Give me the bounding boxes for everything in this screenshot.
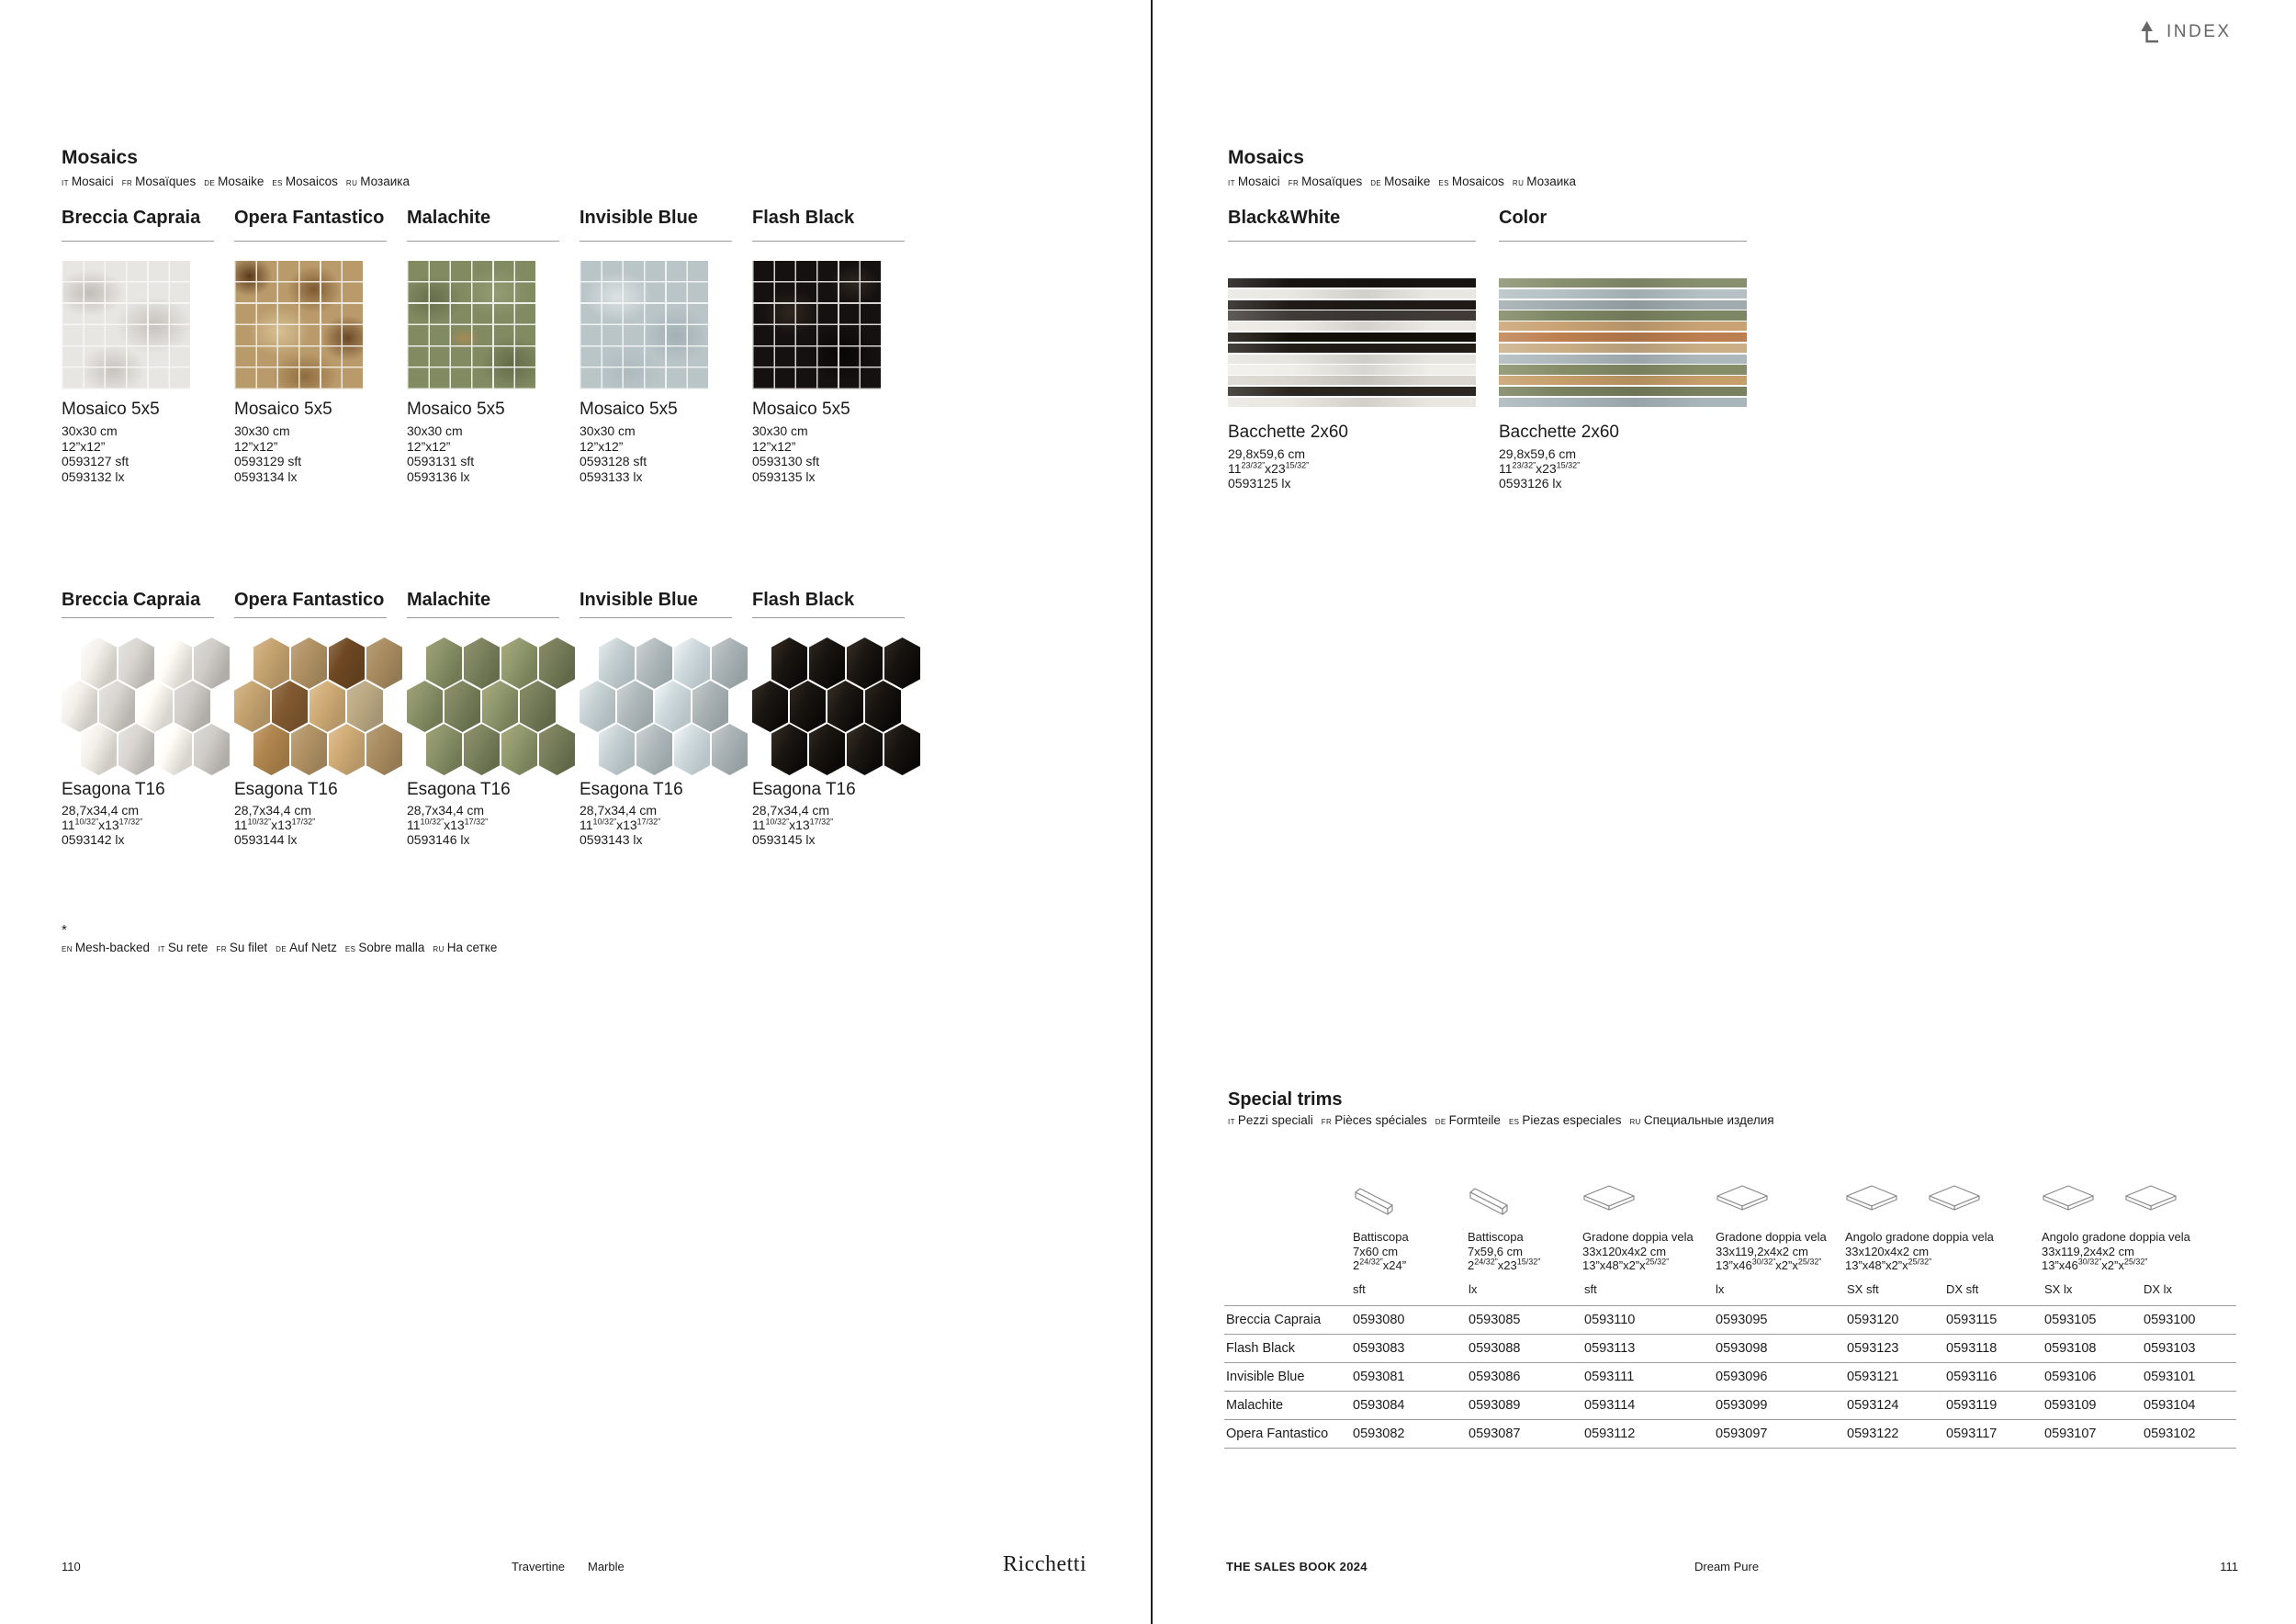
trim-article-code: 0593112 bbox=[1584, 1427, 1636, 1441]
special-trims-table bbox=[1224, 1305, 2236, 1449]
size-cm: 30x30 cm bbox=[62, 423, 118, 438]
product-code: 0593125 lx bbox=[1228, 476, 1291, 491]
footnote-asterisk: * bbox=[62, 922, 67, 938]
size-cm: 30x30 cm bbox=[752, 423, 808, 438]
colorway-underline bbox=[407, 241, 559, 242]
trim-article-code: 0593114 bbox=[1584, 1398, 1636, 1413]
language-code: IT bbox=[62, 179, 69, 187]
trim-article-code: 0593099 bbox=[1716, 1398, 1768, 1413]
mosaic-hex-image-invisible-blue bbox=[580, 637, 748, 775]
colorway-underline bbox=[1499, 241, 1747, 242]
product-info bbox=[62, 423, 234, 484]
colorway-title: Breccia Capraia bbox=[62, 208, 201, 228]
language-word: Formteile bbox=[1448, 1113, 1501, 1127]
trim-article-code: 0593102 bbox=[2144, 1427, 2196, 1441]
size-inch: $11^{10/32”}x13^{17/32”}$ bbox=[62, 817, 143, 832]
language-code: RU bbox=[1629, 1118, 1641, 1126]
colorway-underline bbox=[407, 617, 559, 618]
trim-row-colorway: Breccia Capraia bbox=[1226, 1313, 1322, 1327]
colorway-title: Invisible Blue bbox=[580, 590, 698, 610]
mosaic-hex-image-flash-black bbox=[752, 637, 921, 775]
trim-table-row bbox=[1224, 1306, 2236, 1335]
product-column bbox=[62, 589, 234, 847]
trim-unit-label: DX lx bbox=[2144, 1282, 2173, 1296]
angolo-gradone-sx-icon bbox=[2042, 1184, 2095, 1215]
page-divider bbox=[1151, 0, 1153, 1624]
product-column bbox=[752, 207, 925, 484]
language-code: IT bbox=[1228, 1118, 1235, 1126]
trim-name: Battiscopa bbox=[1353, 1230, 1409, 1244]
trim-size-inch: $13”x46^{30/32”}x2”x^{25/32”}$ bbox=[1716, 1257, 1822, 1272]
language-code: DE bbox=[1435, 1118, 1446, 1126]
mosaic-5x5-image-breccia-capraia bbox=[62, 261, 190, 389]
trim-unit-label: DX sft bbox=[1946, 1282, 1979, 1296]
product-info bbox=[1499, 446, 1756, 491]
trim-article-code: 0593084 bbox=[1353, 1398, 1405, 1413]
size-inch: $11^{10/32”}x13^{17/32”}$ bbox=[234, 817, 316, 832]
product-column bbox=[407, 589, 580, 847]
product-code: 0593131 sft bbox=[407, 454, 475, 468]
trim-article-code: 0593108 bbox=[2044, 1341, 2097, 1356]
colorway-underline bbox=[752, 617, 905, 618]
product-info bbox=[1228, 446, 1485, 491]
trim-size-inch: $2^{24/32”}x24$” bbox=[1353, 1257, 1407, 1272]
product-code: 0593128 sft bbox=[580, 454, 647, 468]
product-name: Esagona T16 bbox=[580, 780, 683, 799]
trim-article-code: 0593115 bbox=[1946, 1313, 1998, 1327]
trim-article-code: 0593105 bbox=[2044, 1313, 2097, 1327]
product-name: Esagona T16 bbox=[407, 780, 511, 799]
colorway-title: Malachite bbox=[407, 208, 491, 228]
product-column bbox=[752, 589, 925, 847]
product-code: 0593146 lx bbox=[407, 832, 470, 847]
product-name: Mosaico 5x5 bbox=[234, 400, 332, 419]
size-cm: 30x30 cm bbox=[407, 423, 463, 438]
product-column bbox=[62, 207, 234, 484]
language-word: На сетке bbox=[446, 941, 498, 954]
trim-article-code: 0593119 bbox=[1946, 1398, 1998, 1413]
series-name: Dream Pure bbox=[1694, 1560, 1760, 1573]
trim-unit-label: SX sft bbox=[1847, 1282, 1879, 1296]
product-info bbox=[752, 423, 925, 484]
index-label: INDEX bbox=[2167, 21, 2232, 41]
trim-unit-label: lx bbox=[1716, 1282, 1725, 1296]
product-column bbox=[234, 207, 407, 484]
trim-article-code: 0593117 bbox=[1946, 1427, 1998, 1441]
product-code: 0593129 sft bbox=[234, 454, 302, 468]
angolo-gradone-sx-icon bbox=[1845, 1184, 1898, 1215]
product-code: 0593143 lx bbox=[580, 832, 643, 847]
colorway-title: Invisible Blue bbox=[580, 208, 698, 228]
trim-article-code: 0593121 bbox=[1847, 1370, 1899, 1384]
trim-article-code: 0593089 bbox=[1469, 1398, 1521, 1413]
collection-label: Marble bbox=[588, 1560, 625, 1573]
product-code: 0593127 sft bbox=[62, 454, 129, 468]
product-name: Mosaico 5x5 bbox=[580, 400, 678, 419]
language-word: Mosaike bbox=[218, 175, 264, 188]
language-word: Mosaici bbox=[1237, 175, 1280, 188]
product-name: Mosaico 5x5 bbox=[62, 400, 160, 419]
trim-article-code: 0593111 bbox=[1584, 1370, 1635, 1384]
trim-table-row bbox=[1224, 1392, 2236, 1420]
size-inch: 12”x12” bbox=[234, 438, 278, 454]
language-word: Mosaici bbox=[71, 175, 114, 188]
language-word: Auf Netz bbox=[289, 941, 337, 954]
trim-row-colorway: Invisible Blue bbox=[1226, 1370, 1305, 1384]
page-number-left: 110 bbox=[62, 1560, 81, 1573]
language-word: Mosaïques bbox=[135, 175, 197, 188]
size-cm: 29,8x59,6 cm bbox=[1499, 446, 1577, 461]
product-code: 0593142 lx bbox=[62, 832, 125, 847]
product-code: 0593145 lx bbox=[752, 832, 816, 847]
colorway-title: Breccia Capraia bbox=[62, 590, 201, 610]
collection-label: Travertine bbox=[512, 1560, 566, 1573]
product-name: Esagona T16 bbox=[234, 780, 338, 799]
trim-units-row bbox=[1224, 1282, 2236, 1299]
colorway-title: Flash Black bbox=[752, 590, 855, 610]
language-code: IT bbox=[1228, 179, 1235, 187]
colorway-title: Malachite bbox=[407, 590, 491, 610]
battiscopa-icon bbox=[1353, 1184, 1397, 1219]
language-code: FR bbox=[216, 945, 227, 953]
size-inch: $11^{10/32”}x13^{17/32”}$ bbox=[407, 817, 489, 832]
footnote-languages bbox=[62, 941, 505, 954]
language-code: DE bbox=[1370, 179, 1382, 187]
trim-article-code: 0593103 bbox=[2144, 1341, 2196, 1356]
trim-article-code: 0593123 bbox=[1847, 1341, 1899, 1356]
product-code: 0593132 lx bbox=[62, 468, 125, 484]
language-word: Mosaicos bbox=[285, 175, 338, 188]
trim-row-colorway: Flash Black bbox=[1226, 1341, 1295, 1356]
size-cm: 28,7x34,4 cm bbox=[234, 803, 312, 818]
mosaic-5x5-image-flash-black bbox=[752, 261, 881, 389]
colorway-title: Opera Fantastico bbox=[234, 208, 385, 228]
language-code: RU bbox=[433, 945, 445, 953]
trim-article-code: 0593118 bbox=[1946, 1341, 1998, 1356]
trim-size-cm: 7x59,6 cm bbox=[1468, 1245, 1523, 1258]
trim-article-code: 0593101 bbox=[2144, 1370, 2196, 1384]
trim-article-code: 0593080 bbox=[1353, 1313, 1405, 1327]
trim-name: Angolo gradone doppia vela bbox=[2042, 1230, 2190, 1244]
return-arrow-icon bbox=[2138, 20, 2161, 43]
trim-article-code: 0593113 bbox=[1584, 1341, 1636, 1356]
section-title: Mosaics bbox=[1228, 147, 1304, 168]
language-code: ES bbox=[1508, 1118, 1520, 1126]
trim-article-code: 0593082 bbox=[1353, 1427, 1405, 1441]
index-link[interactable] bbox=[2138, 20, 2232, 43]
trim-article-code: 0593110 bbox=[1584, 1313, 1636, 1327]
product-column bbox=[407, 207, 580, 484]
mosaic-hex-image-opera-fantastico bbox=[234, 637, 403, 775]
trim-name: Gradone doppia vela bbox=[1582, 1230, 1694, 1244]
product-name: Bacchette 2x60 bbox=[1228, 423, 1348, 442]
colorway-title: Black&White bbox=[1228, 208, 1341, 228]
product-name: Esagona T16 bbox=[752, 780, 856, 799]
colorway-underline bbox=[580, 617, 732, 618]
trim-unit-label: sft bbox=[1353, 1282, 1366, 1296]
trim-article-code: 0593122 bbox=[1847, 1427, 1899, 1441]
size-cm: 30x30 cm bbox=[580, 423, 636, 438]
size-inch: 12”x12” bbox=[752, 438, 796, 454]
colorway-title: Flash Black bbox=[752, 208, 855, 228]
trim-table-row bbox=[1224, 1363, 2236, 1392]
trim-column-header bbox=[2042, 1184, 2239, 1272]
trim-article-code: 0593109 bbox=[2044, 1398, 2097, 1413]
size-cm: 28,7x34,4 cm bbox=[580, 803, 658, 818]
size-inch: $11^{23/32”}x23^{15/32”}$ bbox=[1499, 460, 1581, 476]
colorway-title: Color bbox=[1499, 208, 1548, 228]
mosaic-5x5-image-malachite bbox=[407, 261, 535, 389]
product-name: Bacchette 2x60 bbox=[1499, 423, 1619, 442]
product-info bbox=[407, 803, 580, 847]
product-info bbox=[580, 803, 752, 847]
trim-article-code: 0593086 bbox=[1469, 1370, 1521, 1384]
trim-size-cm: 33x119,2x4x2 cm bbox=[2042, 1245, 2134, 1258]
language-code: FR bbox=[121, 179, 133, 187]
trim-size-cm: 33x119,2x4x2 cm bbox=[1716, 1245, 1808, 1258]
language-code: RU bbox=[1512, 179, 1525, 187]
brand-logo: Ricchetti bbox=[1003, 1552, 1087, 1576]
size-inch: 12”x12” bbox=[62, 438, 106, 454]
product-info bbox=[234, 423, 407, 484]
trim-table-row bbox=[1224, 1335, 2236, 1363]
page-number-right: 111 bbox=[2220, 1560, 2238, 1573]
trim-size-cm: 7x60 cm bbox=[1353, 1245, 1399, 1258]
product-info bbox=[407, 423, 580, 484]
product-column bbox=[234, 589, 407, 847]
trim-size-cm: 33x120x4x2 cm bbox=[1845, 1245, 1930, 1258]
size-cm: 28,7x34,4 cm bbox=[752, 803, 830, 818]
language-word: Мозаика bbox=[1526, 175, 1576, 188]
colorway-underline bbox=[62, 617, 214, 618]
mosaic-5x5-image-invisible-blue bbox=[580, 261, 708, 389]
trim-size-inch: $2^{24/32”}x23^{15/32”}$ bbox=[1468, 1257, 1541, 1272]
trim-table-row bbox=[1224, 1420, 2236, 1449]
product-column bbox=[580, 589, 752, 847]
trim-article-code: 0593081 bbox=[1353, 1370, 1405, 1384]
trim-article-code: 0593120 bbox=[1847, 1313, 1899, 1327]
language-code: ES bbox=[272, 179, 283, 187]
product-code: 0593134 lx bbox=[234, 468, 298, 484]
size-inch: 12”x12” bbox=[580, 438, 624, 454]
product-info bbox=[62, 803, 234, 847]
colorway-underline bbox=[752, 241, 905, 242]
trim-article-code: 0593095 bbox=[1716, 1313, 1768, 1327]
angolo-gradone-dx-icon bbox=[1928, 1184, 1981, 1215]
product-column bbox=[580, 207, 752, 484]
product-code: 0593130 sft bbox=[752, 454, 820, 468]
battiscopa-icon bbox=[1468, 1184, 1512, 1219]
trim-article-code: 0593085 bbox=[1469, 1313, 1521, 1327]
size-inch: 12”x12” bbox=[407, 438, 451, 454]
product-name: Esagona T16 bbox=[62, 780, 165, 799]
language-word: Sobre malla bbox=[358, 941, 425, 954]
language-code: FR bbox=[1321, 1118, 1333, 1126]
special-trims-title: Special trims bbox=[1228, 1089, 1343, 1110]
product-code: 0593136 lx bbox=[407, 468, 470, 484]
section-languages bbox=[62, 175, 418, 188]
language-word: Мозаика bbox=[360, 175, 410, 188]
size-inch: $11^{10/32”}x13^{17/32”}$ bbox=[752, 817, 834, 832]
language-code: DE bbox=[204, 179, 216, 187]
mosaic-hex-image-breccia-capraia bbox=[62, 637, 231, 775]
special-trims-languages bbox=[1228, 1113, 1783, 1127]
trim-size-inch: $13”x48”x2”x^{25/32”}$ bbox=[1582, 1257, 1670, 1272]
language-word: Pièces spéciales bbox=[1334, 1113, 1427, 1127]
size-cm: 30x30 cm bbox=[234, 423, 290, 438]
trim-name: Gradone doppia vela bbox=[1716, 1230, 1827, 1244]
language-word: Pezzi speciali bbox=[1237, 1113, 1313, 1127]
product-code: 0593144 lx bbox=[234, 832, 298, 847]
mosaic-5x5-image-opera-fantastico bbox=[234, 261, 363, 389]
bacchette-image-color bbox=[1499, 278, 1747, 407]
book-title: THE SALES BOOK 2024 bbox=[1226, 1560, 1367, 1573]
language-code: ES bbox=[1438, 179, 1449, 187]
size-inch: $11^{10/32”}x13^{17/32”}$ bbox=[580, 817, 661, 832]
language-code: IT bbox=[157, 945, 165, 953]
colorway-title: Opera Fantastico bbox=[234, 590, 385, 610]
mosaic-hex-image-malachite bbox=[407, 637, 576, 775]
trim-size-cm: 33x120x4x2 cm bbox=[1582, 1245, 1667, 1258]
language-word: Su filet bbox=[229, 941, 268, 954]
trim-row-colorway: Opera Fantastico bbox=[1226, 1427, 1329, 1441]
trim-article-code: 0593116 bbox=[1946, 1370, 1998, 1384]
trim-size-inch: $13”x46^{30/32”}x2”x^{25/32”}$ bbox=[2042, 1257, 2148, 1272]
colorway-underline bbox=[62, 241, 214, 242]
trim-unit-label: SX lx bbox=[2044, 1282, 2073, 1296]
size-cm: 28,7x34,4 cm bbox=[62, 803, 140, 818]
angolo-gradone-dx-icon bbox=[2124, 1184, 2178, 1215]
trim-name: Angolo gradone doppia vela bbox=[1845, 1230, 1994, 1244]
size-cm: 28,7x34,4 cm bbox=[407, 803, 485, 818]
product-code: 0593135 lx bbox=[752, 468, 816, 484]
product-code: 0593133 lx bbox=[580, 468, 643, 484]
gradone-icon bbox=[1716, 1184, 1769, 1215]
trim-name: Battiscopa bbox=[1468, 1230, 1524, 1244]
language-word: Piezas especiales bbox=[1522, 1113, 1622, 1127]
trim-unit-label: sft bbox=[1584, 1282, 1597, 1296]
trim-unit-label: lx bbox=[1469, 1282, 1478, 1296]
language-code: FR bbox=[1288, 179, 1300, 187]
trim-article-code: 0593106 bbox=[2044, 1370, 2097, 1384]
size-cm: 29,8x59,6 cm bbox=[1228, 446, 1306, 461]
product-code: 0593126 lx bbox=[1499, 476, 1562, 491]
language-code: RU bbox=[345, 179, 358, 187]
trim-article-code: 0593096 bbox=[1716, 1370, 1768, 1384]
trim-article-code: 0593107 bbox=[2044, 1427, 2097, 1441]
trim-article-code: 0593088 bbox=[1469, 1341, 1521, 1356]
language-word: Специальные изделия bbox=[1643, 1113, 1774, 1127]
product-column bbox=[1499, 207, 1756, 491]
product-column bbox=[1228, 207, 1485, 491]
language-code: DE bbox=[276, 945, 287, 953]
colorway-underline bbox=[234, 241, 387, 242]
colorway-underline bbox=[1228, 241, 1476, 242]
trim-article-code: 0593087 bbox=[1469, 1427, 1521, 1441]
language-word: Mosaïques bbox=[1301, 175, 1363, 188]
product-info bbox=[234, 803, 407, 847]
trim-size-inch: $13”x48”x2”x^{25/32”}$ bbox=[1845, 1257, 1932, 1272]
language-code: ES bbox=[344, 945, 356, 953]
size-inch: $11^{23/32”}x23^{15/32”}$ bbox=[1228, 460, 1310, 476]
colorway-underline bbox=[580, 241, 732, 242]
gradone-icon bbox=[1582, 1184, 1636, 1215]
trim-article-code: 0593098 bbox=[1716, 1341, 1768, 1356]
language-word: Mesh-backed bbox=[74, 941, 150, 954]
product-name: Mosaico 5x5 bbox=[752, 400, 850, 419]
section-languages bbox=[1228, 175, 1584, 188]
trim-article-code: 0593104 bbox=[2144, 1398, 2196, 1413]
trim-article-code: 0593100 bbox=[2144, 1313, 2196, 1327]
colorway-underline bbox=[234, 617, 387, 618]
language-word: Su rete bbox=[167, 941, 208, 954]
bacchette-image-black-white bbox=[1228, 278, 1476, 407]
trim-row-colorway: Malachite bbox=[1226, 1398, 1284, 1413]
language-word: Mosaike bbox=[1384, 175, 1431, 188]
trim-article-code: 0593097 bbox=[1716, 1427, 1768, 1441]
language-word: Mosaicos bbox=[1451, 175, 1504, 188]
trim-article-code: 0593083 bbox=[1353, 1341, 1405, 1356]
product-info bbox=[580, 423, 752, 484]
trim-article-code: 0593124 bbox=[1847, 1398, 1899, 1413]
product-name: Mosaico 5x5 bbox=[407, 400, 505, 419]
trim-column-header bbox=[1845, 1184, 2043, 1272]
language-code: EN bbox=[62, 945, 73, 953]
product-info bbox=[752, 803, 925, 847]
section-title: Mosaics bbox=[62, 147, 138, 168]
